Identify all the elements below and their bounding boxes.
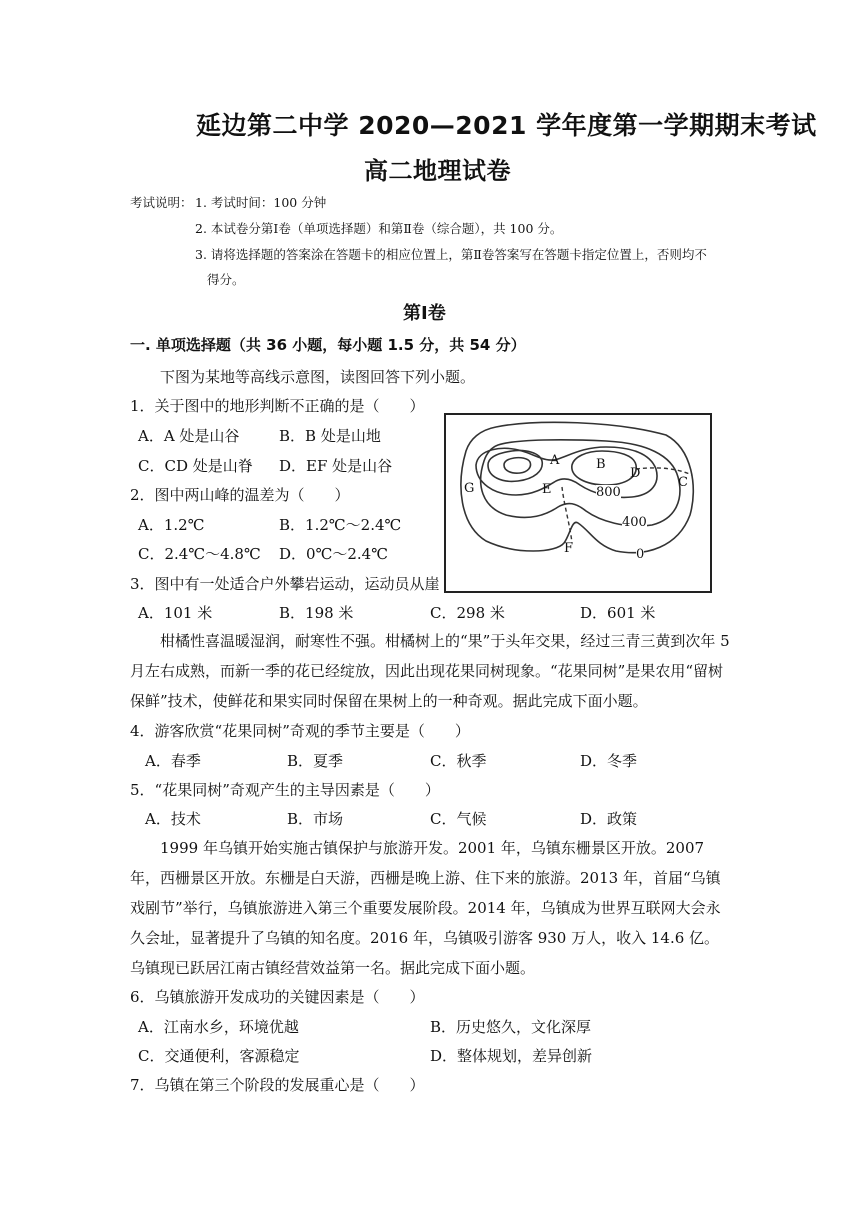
- exam-note-3: 3. 请将选择题的答案涂在答题卡的相应位置上，第Ⅱ卷答案写在答题卡指定位置上，否则均不: [195, 247, 707, 262]
- exam-note-3-cont: 得分。: [207, 272, 245, 287]
- q6-option-b: B．历史悠久，文化深厚: [430, 1018, 592, 1036]
- map-label-b: B: [596, 457, 606, 472]
- q5-option-d: D．政策: [580, 810, 638, 828]
- q5-option-b: B．市场: [287, 810, 344, 828]
- exam-note-1: 1. 考试时间：100 分钟: [195, 195, 327, 210]
- q4-option-a: A．春季: [145, 752, 201, 770]
- map-label-c: C: [678, 475, 688, 490]
- question-2: 2．图中两山峰的温差为（ ）: [130, 486, 350, 504]
- contour-map: [444, 413, 712, 593]
- ridge-line-cd: [636, 468, 692, 475]
- exam-title: 延边第二中学 2020—2021 学年度第一学期期末考试: [196, 111, 817, 140]
- question-4: 4．游客欣赏“花果同树”奇观的季节主要是（ ）: [130, 722, 470, 740]
- q5-option-c: C．气候: [430, 810, 487, 828]
- q3-option-a: A．101 米: [138, 604, 213, 622]
- q6-option-d: D．整体规划，差异创新: [430, 1047, 593, 1065]
- q1-option-d: D．EF 处是山谷: [279, 457, 393, 475]
- contour-400-label: 400: [622, 515, 647, 530]
- q2-option-d: D．0℃～2.4℃: [279, 545, 388, 563]
- q1-option-a: A．A 处是山谷: [138, 427, 240, 445]
- contour-map-drawing: [446, 415, 710, 591]
- q4-option-c: C．秋季: [430, 752, 487, 770]
- map-label-d: D: [630, 466, 641, 481]
- map-label-a: A: [550, 453, 560, 468]
- contour-400-line: [481, 440, 680, 526]
- q4-option-b: B．夏季: [287, 752, 344, 770]
- q4-option-d: D．冬季: [580, 752, 638, 770]
- q3-option-c: C．298 米: [430, 604, 505, 622]
- question-6: 6．乌镇旅游开发成功的关键因素是（ ）: [130, 988, 425, 1006]
- contour-800-label: 800: [596, 485, 621, 500]
- question-7: 7．乌镇在第三个阶段的发展重心是（ ）: [130, 1076, 425, 1094]
- q6-option-c: C．交通便利，客源稳定: [138, 1047, 300, 1065]
- intro-text: 下图为某地等高线示意图，读图回答下列小题。: [160, 368, 476, 386]
- question-1: 1．关于图中的地形判断不正确的是（ ）: [130, 397, 425, 415]
- q2-option-b: B．1.2℃～2.4℃: [279, 516, 402, 534]
- q3-option-b: B．198 米: [279, 604, 354, 622]
- paper-title: 高二地理试卷: [364, 157, 511, 185]
- contour-0-line: [461, 422, 693, 552]
- q6-option-a: A．江南水乡，环境优越: [138, 1018, 299, 1036]
- q2-option-a: A．1.2℃: [138, 516, 205, 534]
- peak-left-inner-contour: [504, 458, 531, 474]
- valley-line-ef: [562, 487, 572, 543]
- contour-0-label: 0: [636, 547, 645, 562]
- exam-notes-label: 考试说明：: [130, 195, 193, 210]
- q2-option-c: C．2.4℃～4.8℃: [138, 545, 261, 563]
- q1-option-b: B．B 处是山地: [279, 427, 381, 445]
- part-heading: 一. 单项选择题（共 36 小题，每小题 1.5 分，共 54 分）: [130, 336, 526, 354]
- passage-wuzhen: 1999 年乌镇开始实施古镇保护与旅游开发。2001 年，乌镇东栅景区开放。2007 年，西栅景区开放。东栅是白天游，西栅是晚上游、住下来的旅游。2013 年，首届“乌镇戏剧节”举行，乌镇旅游进入第三个重要发展阶段。2014 年，乌镇成为世界互联网大会永久会址，显著提升了乌镇的知名度。2016 年，乌镇吸引游客 930 万人，收入 14.6 亿。乌镇现已跃居江南古镇经营效益第一名。据此完成下面小题。: [130, 839, 721, 977]
- question-3: 3．图中有一处适合户外攀岩运动，运动员从崖: [130, 575, 440, 593]
- section-title: 第Ⅰ卷: [403, 303, 446, 324]
- question-5: 5．“花果同树”奇观产生的主导因素是（ ）: [130, 781, 440, 799]
- map-label-e: E: [542, 482, 552, 497]
- q1-option-c: C．CD 处是山脊: [138, 457, 253, 475]
- passage-citrus: 柑橘性喜温暖湿润，耐寒性不强。柑橘树上的“果”于头年交果，经过三青三黄到次年 5 月左右成熟，而新一季的花已经绽放，因此出现花果同树现象。“花果同树”是果农用“留树保鲜”技术，使鲜花和果实同时保留在果树上的一种奇观。据此完成下面小题。: [130, 632, 730, 710]
- map-label-g: G: [464, 481, 475, 496]
- exam-note-2: 2. 本试卷分第Ⅰ卷（单项选择题）和第Ⅱ卷（综合题），共 100 分。: [195, 221, 563, 236]
- q5-option-a: A．技术: [145, 810, 201, 828]
- map-label-f: F: [564, 541, 574, 556]
- q3-option-d: D．601 米: [580, 604, 656, 622]
